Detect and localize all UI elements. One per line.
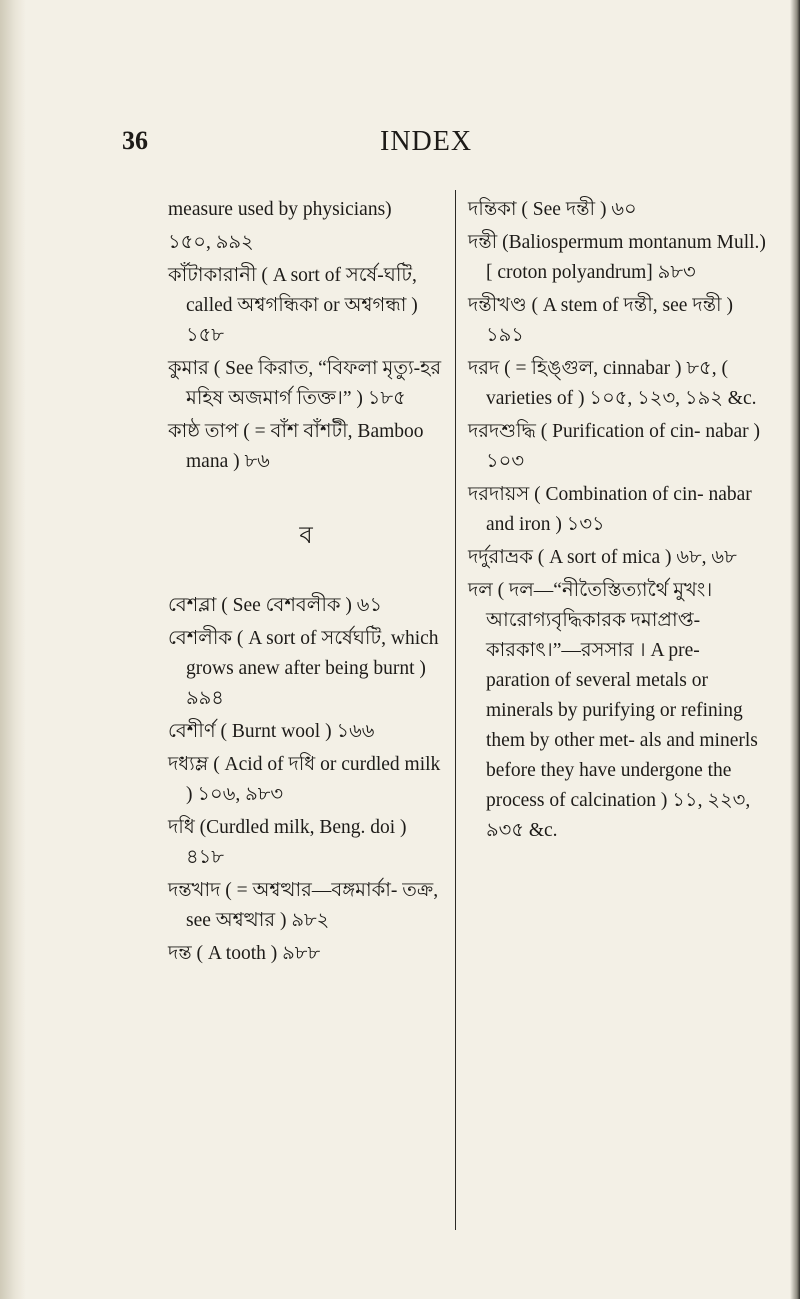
index-entry: বেশলীক ( A sort of সর্ষেঘটি, which grows anew after being burnt ) ৯৯৪	[168, 628, 439, 709]
page-edge-left	[0, 0, 26, 1299]
index-entry: কুমার ( See কিরাত, “বিফলা মৃত্যু-হর মহিষ অজমার্গ তিক্ত।” ) ১৮৫	[168, 358, 442, 409]
index-entry: বেশীর্ণ ( Burnt wool ) ১৬৬	[168, 721, 375, 742]
index-entry: দরদ ( = হিঙ্গুল, cinnabar ) ৮৫, ( varieties of ) ১০৫, ১২৩, ১৯২ &c.	[468, 358, 757, 409]
index-entry: দন্ত ( A tooth ) ৯৮৮	[168, 943, 321, 964]
right-column	[468, 195, 768, 849]
left-column	[168, 195, 444, 972]
index-entry: দন্তখাদ ( = অশ্বত্থার—বঙ্গমার্কা- তক্ৰ, see অশ্বত্থার ) ৯৮২	[168, 880, 439, 931]
index-entry: দধ্যম্ল ( Acid of দধি or curdled milk ) ১০৬, ৯৮৩	[168, 754, 441, 805]
index-entry: দর্দুরাভ্রক ( A sort of mica ) ৬৮, ৬৮	[468, 547, 737, 568]
index-entry: কাষ্ঠ তাপ ( = বাঁশ বাঁশটী, Bamboo mana ) ৮৬	[168, 421, 424, 472]
index-entry: দধি (Curdled milk, Beng. doi ) ৪১৮	[168, 817, 407, 868]
index-entry: দন্তীখণ্ড ( A stem of দন্তী, see দন্তী ) ১৯১	[468, 295, 733, 346]
index-entry: দল ( দল—“নীতৈস্তিত্যার্থৈ মুখং। আরোগ্যবৃদ্ধিকারক দমাপ্রাপ্ত- কারকাৎ।”—রসসার । A pre- paration of several metals or minerals by purifying or refining them by other met- als and minerls before they have undergone the process of calcination ) ১১, ২২৩, ৯৩৫ &c.	[468, 580, 758, 841]
index-entry: দন্তিকা ( See দন্তী ) ৬০	[468, 199, 637, 220]
index-entry: বেশব্লা ( See বেশবলীক ) ৬১	[168, 595, 383, 616]
index-entry: কাঁটাকারানী ( A sort of সর্ষে-ঘটি, called অশ্বগন্ধিকা or অশ্বগন্ধা ) ১৫৮	[168, 265, 418, 346]
running-title: INDEX	[380, 126, 473, 157]
index-entry: দন্তী (Baliospermum montanum Mull.) [ croton polyandrum] ৯৮৩	[468, 232, 766, 283]
page-edge-right	[790, 0, 800, 1299]
index-entry: measure used by physicians)	[168, 199, 392, 220]
index-entry: ১৫০, ৯৯২	[168, 232, 254, 253]
page-header	[0, 126, 800, 162]
page-number: 36	[122, 126, 148, 155]
index-entry: দরদশুদ্ধি ( Purification of cin- nabar ) ১০৩	[468, 421, 761, 472]
section-letter-heading: ব	[299, 523, 313, 549]
column-divider	[455, 190, 456, 1230]
index-entry: দরদায়স ( Combination of cin- nabar and iron ) ১৩১	[468, 484, 752, 535]
